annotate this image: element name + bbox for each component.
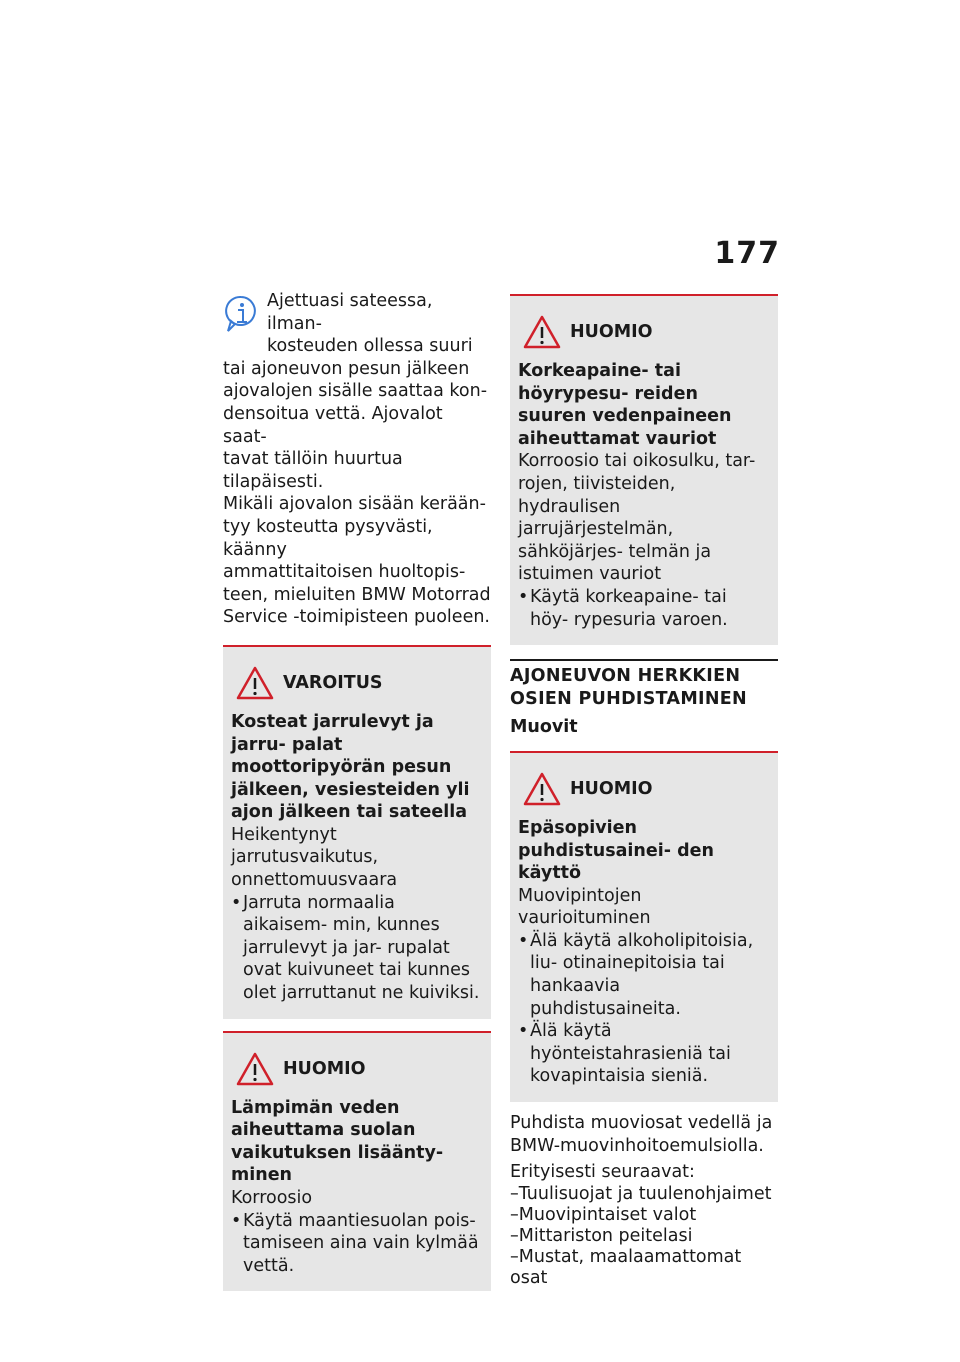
warning-header <box>231 661 483 705</box>
dash-list <box>510 1184 778 1289</box>
dash-list-item: –Mittariston peitelasi <box>510 1225 693 1246</box>
notice-label: HUOMIO <box>570 778 653 799</box>
info-line: tyy kosteutta pysyvästi, käänny <box>223 516 433 560</box>
info-line: ammattitaitoisen huoltopis- <box>223 562 466 583</box>
info-line: ajovalojen sisälle saattaa kon- <box>223 381 488 402</box>
notice-title: Epäsopivien puhdistusainei- den käyttö <box>518 817 714 884</box>
left-column <box>223 290 491 1291</box>
notice-consequence: Korroosio tai oikosulku, tar- rojen, tiivisteiden, hydraulisen jarrujärjestelmän, sähköjärjes- telmän ja istuimen vauriot <box>518 451 756 585</box>
warning-box <box>223 645 491 1019</box>
body-paragraph: Erityisesti seuraavat: <box>510 1162 695 1183</box>
notice-consequence: Muovipintojen vaurioituminen <box>518 885 651 929</box>
warning-triangle-icon <box>522 771 562 807</box>
action-item: • Älä käytä hyönteistahrasieniä tai kovapintaisia sieniä. <box>518 1020 770 1088</box>
info-note <box>223 290 491 629</box>
action-item: • Käytä korkeapaine- tai höy- rypesuria varoen. <box>518 586 770 631</box>
page-number: 177 <box>714 236 780 271</box>
notice-box <box>223 1031 491 1292</box>
notice-consequence: Korroosio <box>231 1188 313 1208</box>
dash-list-item: –Mustat, maalaamattomat osat <box>510 1246 742 1288</box>
warning-label: VAROITUS <box>283 672 383 693</box>
action-item: • Älä käytä alkoholipitoisia, liu- otinainepitoisia tai hankaavia puhdistusaineita. <box>518 930 770 1020</box>
notice-actions <box>231 1210 483 1278</box>
notice-title: Korkeapaine- tai höyrypesu- reiden suuren vedenpaineen aiheuttamat vauriot <box>518 361 732 449</box>
right-column <box>510 294 778 1289</box>
info-line: Ajettuasi sateessa, ilman- <box>267 291 433 334</box>
warning-triangle-icon <box>235 1051 275 1087</box>
info-line: Service -toimipisteen puoleen. <box>223 607 490 628</box>
notice-actions <box>518 586 770 631</box>
section-title: AJONEUVON HERKKIEN OSIEN PUHDISTAMINEN <box>510 659 778 710</box>
notice-box <box>510 751 778 1102</box>
info-line: teen, mieluiten BMW Motorrad <box>223 584 491 605</box>
body-paragraph: Puhdista muoviosat vedellä ja BMW-muovinhoitoemulsiolla. <box>510 1113 773 1156</box>
notice-header <box>518 767 770 811</box>
notice-label: HUOMIO <box>283 1058 366 1079</box>
info-icon <box>223 294 259 334</box>
notice-actions <box>518 930 770 1088</box>
info-line: Mikäli ajovalon sisään kerään- <box>223 494 486 515</box>
notice-header <box>231 1047 483 1091</box>
notice-title: Lämpimän veden aiheuttama suolan vaikutuksen lisäänty- minen <box>231 1097 444 1186</box>
info-line: densoitua vettä. Ajovalot saat- <box>223 403 443 447</box>
warning-triangle-icon <box>235 665 275 701</box>
notice-header <box>518 310 770 354</box>
warning-consequence: Heikentynyt jarrutusvaikutus, onnettomuusvaara <box>231 824 398 891</box>
info-line: kosteuden ollessa suuri <box>267 336 473 357</box>
subsection-title: Muovit <box>510 717 578 738</box>
warning-title: Kosteat jarrulevyt ja jarru- palat moottoripyörän pesun jälkeen, vesiesteiden yli ajon jälkeen tai sateella <box>231 711 470 823</box>
notice-box <box>510 294 778 645</box>
dash-list-item: –Tuulisuojat ja tuulenohjaimet <box>510 1183 772 1204</box>
notice-label: HUOMIO <box>570 322 653 342</box>
action-item: • Jarruta normaalia aikaisem- min, kunnes jarrulevyt ja jar- rupalat ovat kuivuneet tai kunnes olet jarruttanut ne kuiviksi. <box>231 892 483 1005</box>
warning-triangle-icon <box>522 314 562 350</box>
dash-list-item: –Muovipintaiset valot <box>510 1204 697 1225</box>
action-item: • Käytä maantiesuolan pois- tamiseen aina vain kylmää vettä. <box>231 1210 483 1278</box>
info-line: tavat tällöin huurtua tilapäisesti. <box>223 449 403 492</box>
warning-actions <box>231 892 483 1005</box>
info-line: tai ajoneuvon pesun jälkeen <box>223 358 470 379</box>
